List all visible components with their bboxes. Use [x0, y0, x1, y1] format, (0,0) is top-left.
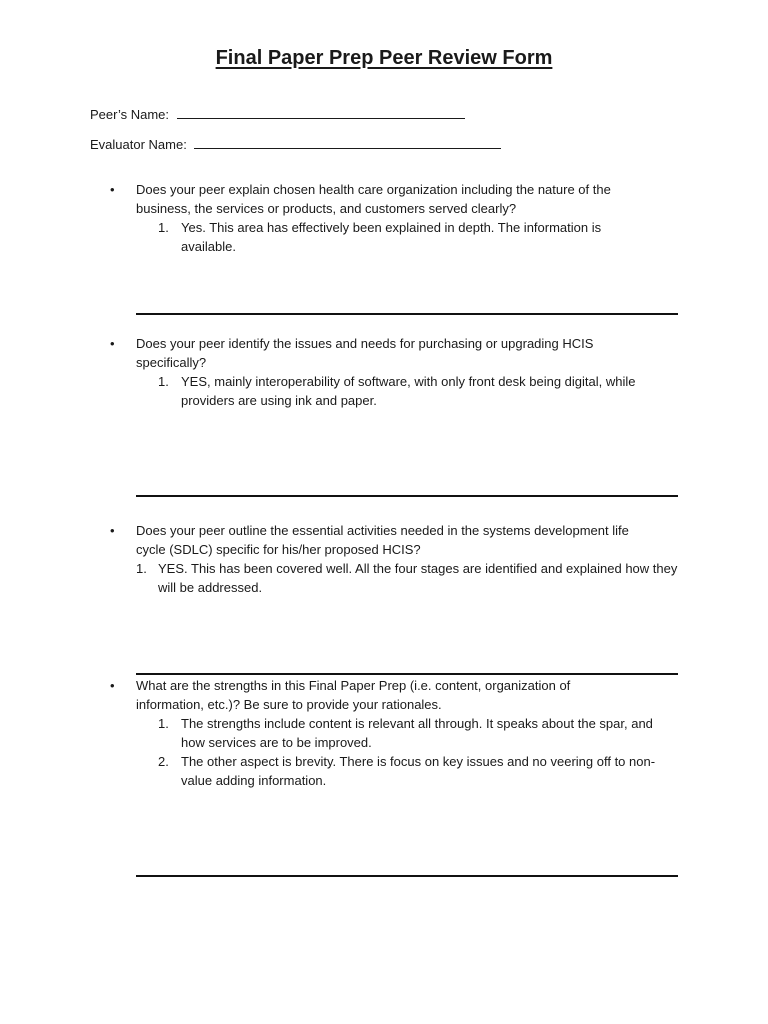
- answer-text: The other aspect is brevity. There is focus on key issues and no veering off to non-value adding information.: [181, 754, 656, 788]
- bullet-icon: •: [110, 523, 115, 538]
- question-text: Does your peer explain chosen health care organization including the nature of the business, the services or products, and customers served clearly?: [136, 182, 611, 216]
- answer-number: 2.: [158, 754, 169, 769]
- answer-item: [158, 372, 658, 410]
- bullet-icon: •: [110, 182, 115, 197]
- answer-list: [158, 218, 624, 256]
- answer-divider: [136, 673, 678, 675]
- answer-number: 1.: [136, 561, 147, 576]
- answer-list: [158, 372, 658, 410]
- answer-text: Yes. This area has effectively been explained in depth. The information is available.: [181, 220, 602, 254]
- answer-item: [158, 218, 624, 256]
- answer-text: YES. This has been covered well. All the four stages are identified and explained how they will be addressed.: [158, 561, 678, 595]
- answer-list: [136, 559, 684, 597]
- question-item: [110, 521, 680, 597]
- question-item: [110, 676, 680, 790]
- answer-text: YES, mainly interoperability of software, with only front desk being digital, while providers are using ink and paper.: [181, 374, 636, 408]
- evaluator-name-field: [90, 136, 501, 152]
- peer-name-label: Peer’s Name:: [90, 107, 169, 122]
- evaluator-name-blank[interactable]: [194, 136, 501, 149]
- question-text: Does your peer identify the issues and needs for purchasing or upgrading HCIS specifically?: [136, 336, 594, 370]
- question-item: [110, 334, 680, 410]
- peer-name-blank[interactable]: [177, 106, 465, 119]
- answer-number: 1.: [158, 374, 169, 389]
- answer-number: 1.: [158, 220, 169, 235]
- evaluator-name-label: Evaluator Name:: [90, 137, 187, 152]
- answer-text: The strengths include content is relevant all through. It speaks about the spar, and how services are to be improved.: [181, 716, 653, 750]
- answer-item: [136, 559, 684, 597]
- answer-list: [158, 714, 658, 790]
- answer-item: [158, 714, 658, 752]
- question-text: What are the strengths in this Final Paper Prep (i.e. content, organization of information, etc.)? Be sure to provide your rationales.: [136, 678, 571, 712]
- answer-divider: [136, 313, 678, 315]
- bullet-icon: •: [110, 336, 115, 351]
- bullet-icon: •: [110, 678, 115, 693]
- answer-item: [158, 752, 658, 790]
- peer-name-field: [90, 106, 465, 122]
- answer-number: 1.: [158, 716, 169, 731]
- answer-divider: [136, 495, 678, 497]
- question-text: Does your peer outline the essential activities needed in the systems development life cycle (SDLC) specific for his/her proposed HCIS?: [136, 523, 629, 557]
- answer-divider: [136, 875, 678, 877]
- question-item: [110, 180, 680, 256]
- page-title: Final Paper Prep Peer Review Form: [215, 47, 553, 69]
